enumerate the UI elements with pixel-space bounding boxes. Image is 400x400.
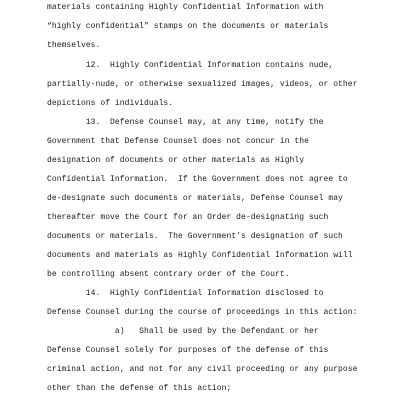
- text-line: themselves.: [47, 41, 101, 50]
- text-line: other than the defense of this action;: [47, 384, 232, 393]
- text-line: Government that Defense Counsel does not concur in the: [47, 137, 309, 146]
- text-line: criminal action, and not for any civil proceeding or any purpose: [47, 365, 358, 374]
- text-line: 13. Defense Counsel may, at any time, notify the: [47, 118, 324, 127]
- text-line: be controlling absent contrary order of the Court.: [47, 270, 290, 279]
- text-line: documents or materials. The Government’s designation of such: [47, 232, 343, 241]
- text-line: Confidential Information. If the Government does not agree to: [47, 175, 348, 184]
- text-line: de-designate such documents or materials, Defense Counsel may: [47, 194, 343, 203]
- text-line: depictions of individuals.: [47, 99, 174, 108]
- text-line: a) Shall be used by the Defendant or her: [47, 327, 319, 336]
- text-line: “highly confidential” stamps on the documents or materials: [47, 22, 329, 31]
- text-line: partially-nude, or otherwise sexualized images, videos, or other: [47, 80, 358, 89]
- text-line: materials containing Highly Confidential Information with: [47, 3, 324, 12]
- text-line: thereafter move the Court for an Order de-designating such: [47, 213, 329, 222]
- text-line: 12. Highly Confidential Information contains nude,: [47, 61, 334, 70]
- text-line: documents and materials as Highly Confidential Information will: [47, 251, 353, 260]
- text-line: Defense Counsel solely for purposes of the defense of this: [47, 346, 329, 355]
- text-line: 14. Highly Confidential Information disclosed to: [47, 289, 324, 298]
- text-line: Defense Counsel during the course of proceedings in this action:: [47, 308, 358, 317]
- text-line: designation of documents or other materials as Highly: [47, 156, 305, 165]
